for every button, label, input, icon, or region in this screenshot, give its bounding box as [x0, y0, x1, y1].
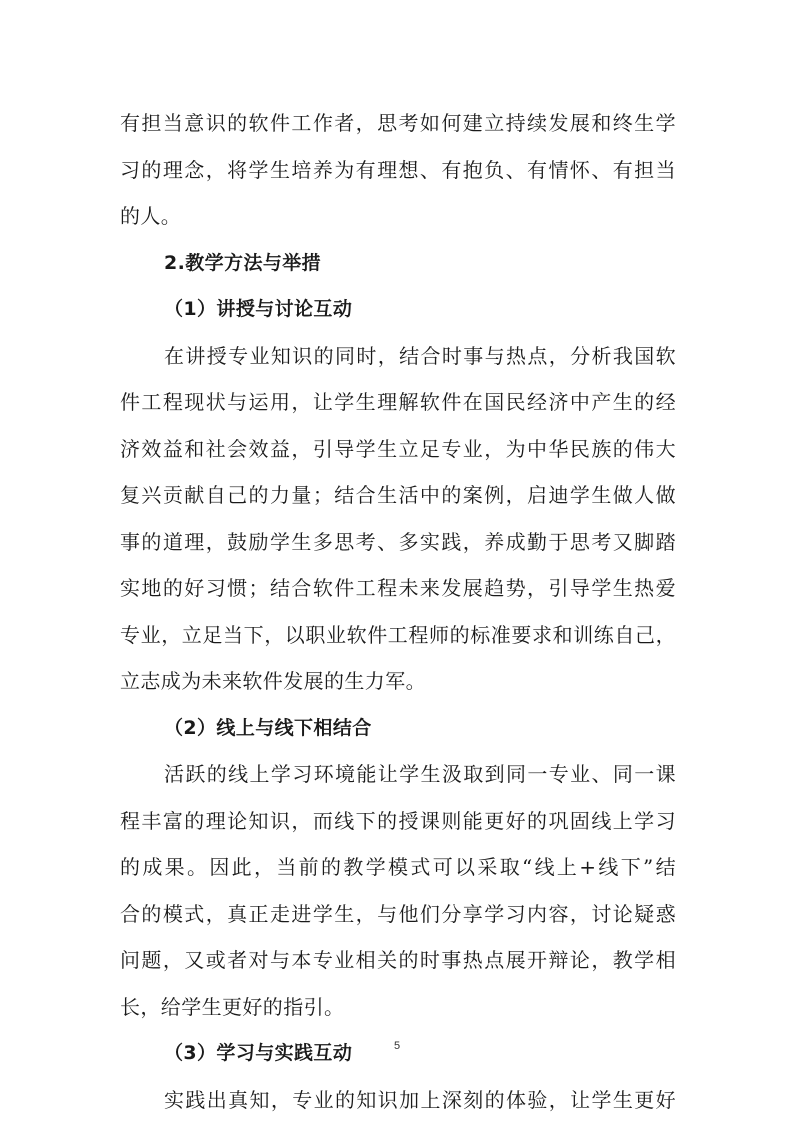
paragraph-line: 实践出真知，专业的知识加上深刻的体验，让学生更好: [164, 1087, 676, 1112]
page-content: [120, 100, 676, 1123]
paragraph-line: 的成果。因此，当前的教学模式可以采取“线上+线下”结: [120, 855, 676, 879]
paragraph-line: 的人。: [120, 204, 182, 228]
paragraph-line: 习的理念，将学生培养为有理想、有抱负、有情怀、有担当: [120, 157, 676, 182]
paragraph-line: 实地的好习惯；结合软件工程未来发展趋势，引导学生热爱: [120, 576, 676, 600]
paragraph-line: 问题，又或者对与本专业相关的时事热点展开辩论，教学相: [120, 948, 676, 972]
subsection-paragraph: [120, 1077, 676, 1123]
paragraph-line: 有担当意识的软件工作者，思考如何建立持续发展和终生学: [120, 111, 676, 135]
paragraph-line: 在讲授专业知识的同时，结合时事与热点，分析我国软: [164, 343, 676, 368]
section-heading: 2.教学方法与举措: [164, 251, 322, 274]
page-number: 5: [393, 1040, 401, 1052]
paragraph-line: 事的道理，鼓励学生多思考、多实践，养成勤于思考又脚踏: [120, 529, 676, 554]
paragraph-line: 复兴贡献自己的力量；结合生活中的案例，启迪学生做人做: [120, 483, 676, 507]
subsection-heading: （1）讲授与讨论互动: [164, 298, 353, 320]
intro-paragraph: [120, 100, 676, 240]
paragraph-line: 合的模式，真正走进学生，与他们分享学习内容，讨论疑惑: [120, 901, 676, 926]
subsection-heading: （2）线上与线下相结合: [164, 716, 372, 739]
paragraph-line: 立志成为未来软件发展的生力军。: [120, 669, 426, 693]
paragraph-line: 专业，立足当下，以职业软件工程师的标准要求和训练自己，: [120, 622, 676, 647]
paragraph-line: 件工程现状与运用，让学生理解软件在国民经济中产生的经: [120, 390, 676, 414]
paragraph-line: 活跃的线上学习环境能让学生汲取到同一专业、同一课: [164, 762, 676, 786]
subsection-paragraph: [120, 333, 676, 705]
subsection-heading: （3）学习与实践互动: [164, 1042, 353, 1064]
subsection-paragraph: [120, 751, 676, 1030]
paragraph-line: 济效益和社会效益，引导学生立足专业，为中华民族的伟大: [120, 436, 676, 461]
paragraph-line: 长，给学生更好的指引。: [120, 994, 345, 1019]
paragraph-line: 程丰富的理论知识，而线下的授课则能更好的巩固线上学习: [120, 808, 676, 833]
